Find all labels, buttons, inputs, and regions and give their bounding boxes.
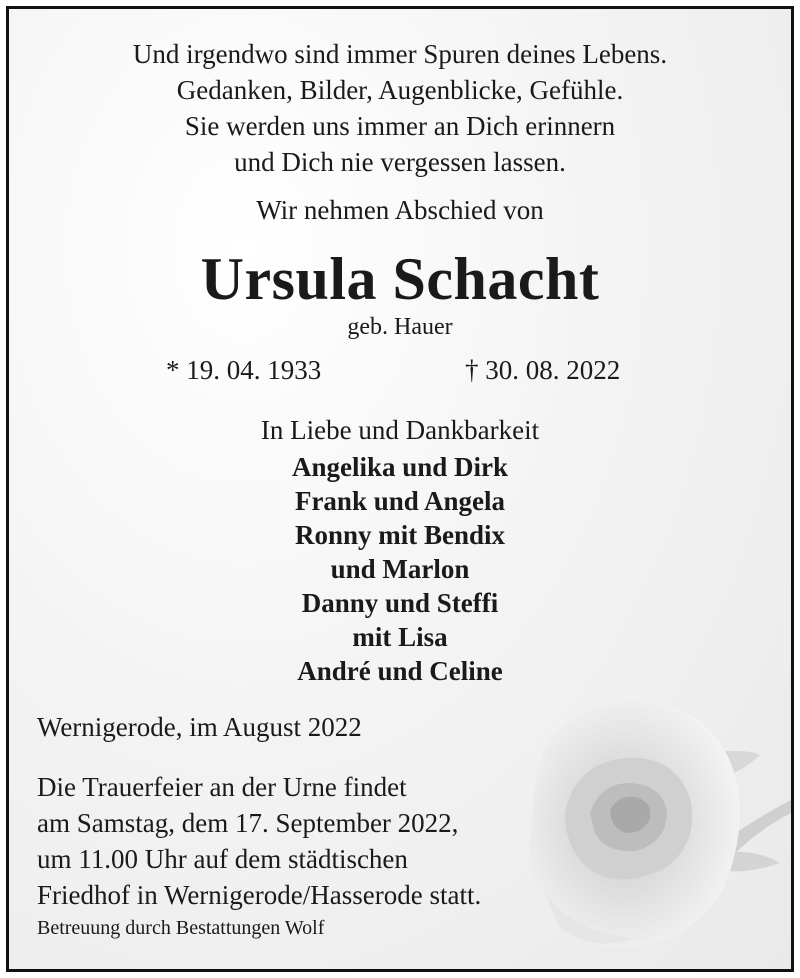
ceremony-line: um 11.00 Uhr auf dem städtischen bbox=[37, 844, 408, 874]
mourner: Danny und Steffi bbox=[301, 588, 499, 618]
mourners-list bbox=[9, 450, 791, 688]
poem-line: und Dich nie vergessen lassen. bbox=[234, 147, 566, 177]
mourner: Frank und Angela bbox=[294, 486, 506, 516]
deceased-name: Ursula Schacht bbox=[200, 246, 600, 312]
birth-date: * 19. 04. 1933 bbox=[166, 355, 322, 385]
mourner: und Marlon bbox=[330, 554, 470, 584]
obituary-frame bbox=[6, 6, 794, 972]
ceremony-line: Friedhof in Wernigerode/Hasserode statt. bbox=[37, 880, 482, 910]
mourner: Angelika und Dirk bbox=[291, 452, 509, 482]
mourner: André und Celine bbox=[297, 656, 503, 686]
ceremony-line: am Samstag, dem 17. September 2022, bbox=[37, 808, 459, 838]
place-date: Wernigerode, im August 2022 bbox=[37, 712, 362, 742]
mourner: mit Lisa bbox=[352, 622, 448, 652]
thanks-line: In Liebe und Dankbarkeit bbox=[260, 415, 540, 445]
poem bbox=[9, 36, 791, 180]
obituary-content bbox=[9, 9, 791, 969]
poem-line: Und irgendwo sind immer Spuren deines Lebens. bbox=[132, 39, 668, 69]
poem-line: Sie werden uns immer an Dich erinnern bbox=[184, 111, 616, 141]
death-date: † 30. 08. 2022 bbox=[465, 355, 621, 385]
ceremony-info bbox=[37, 769, 481, 913]
undertaker-credit: Betreuung durch Bestattungen Wolf bbox=[37, 917, 325, 939]
farewell-intro: Wir nehmen Abschied von bbox=[256, 195, 544, 225]
poem-line: Gedanken, Bilder, Augenblicke, Gefühle. bbox=[176, 75, 624, 105]
ceremony-line: Die Trauerfeier an der Urne findet bbox=[37, 772, 407, 802]
birth-name: geb. Hauer bbox=[347, 314, 453, 340]
mourner: Ronny mit Bendix bbox=[294, 520, 506, 550]
